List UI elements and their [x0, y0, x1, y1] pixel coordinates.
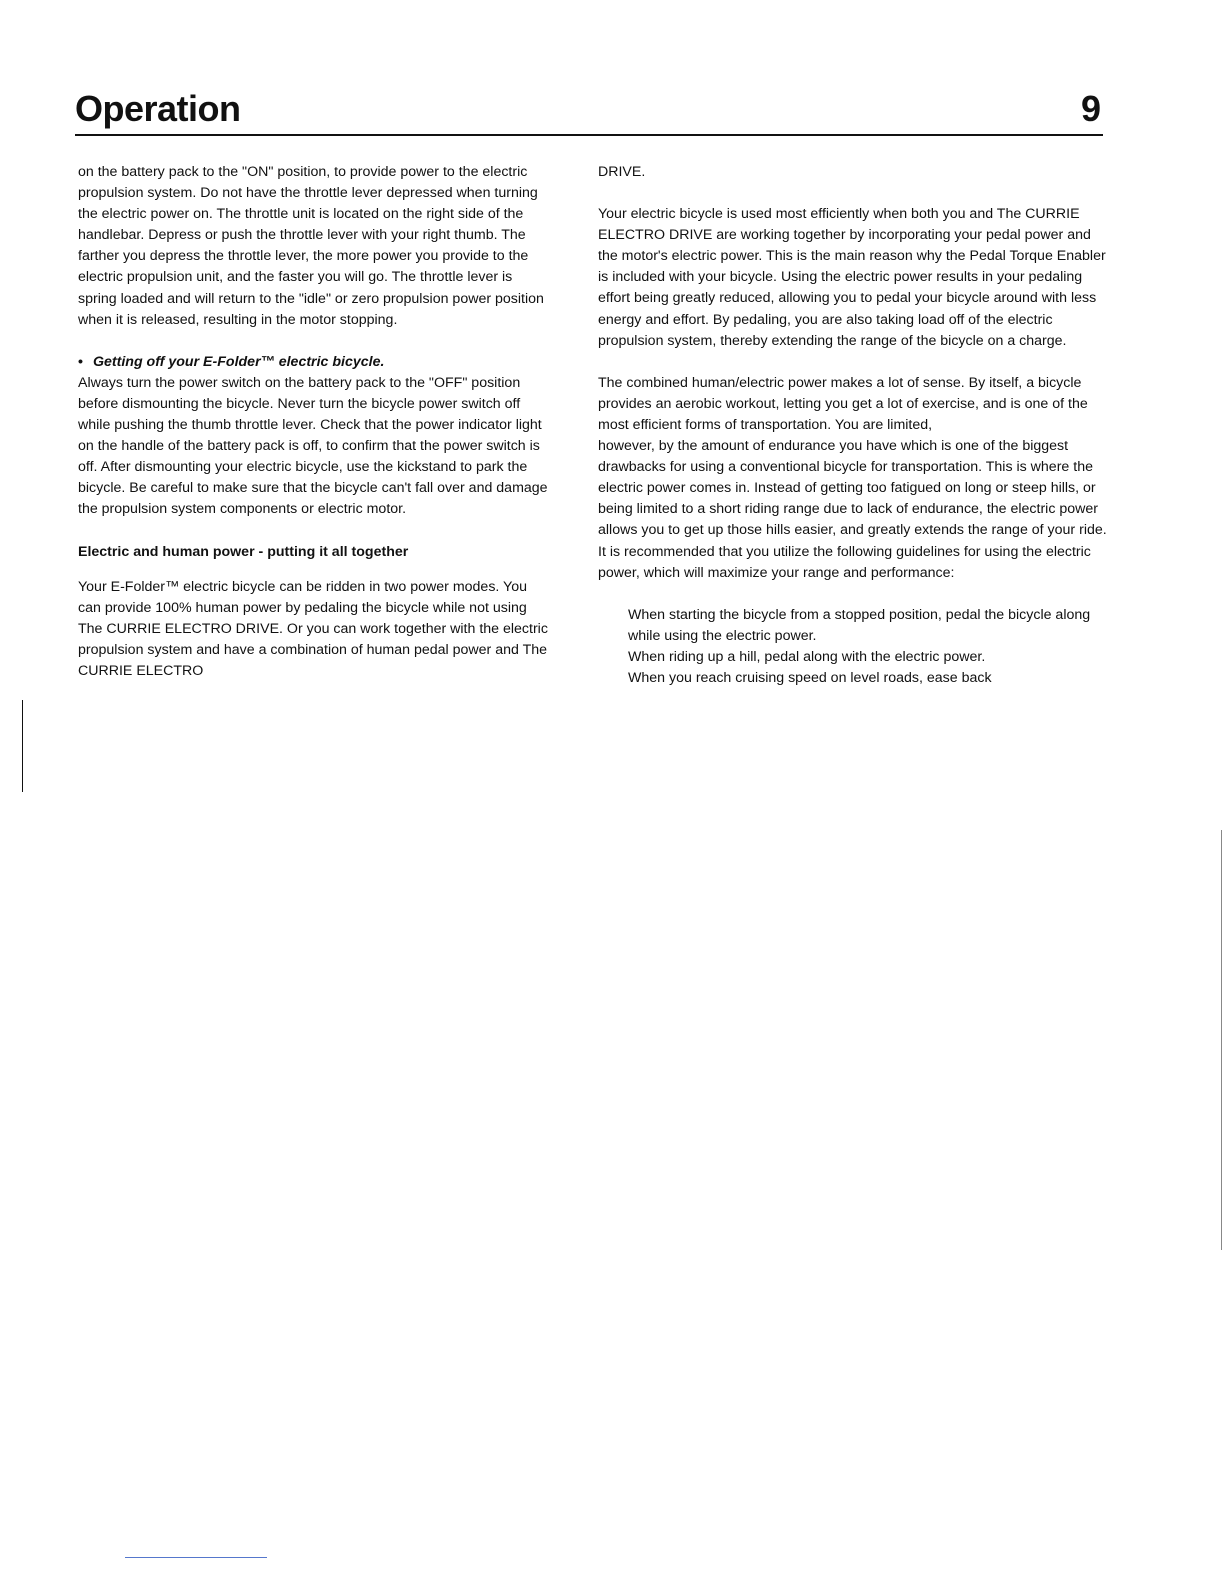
section-heading: Electric and human power - putting it all together	[78, 543, 409, 560]
scan-edge-line	[1221, 830, 1222, 1250]
left-paragraph-1: on the battery pack to the "ON" position, to provide power to the electric propulsion system. Do not have the throttle lever depressed when turning the electric power on. The throttle unit is located on the right side of the handlebar. Depress or push the throttle lever with your right thumb. The farther you depress the throttle lever, the more power you provide to the electric propulsion unit, and the faster you will go. The throttle lever is spring loaded and will return to the "idle" or zero propulsion power position when it is released, resulting in the motor stopping.	[78, 164, 544, 328]
right-paragraph-1: DRIVE.	[598, 164, 646, 180]
left-column	[78, 162, 548, 682]
right-paragraph-3b: however, by the amount of endurance you have which is one of the biggest drawbacks for using a conventional bicycle for transportation. This is where the electric power comes in. Instead of getting too fatigued on long or steep hills, or being limited to a short riding range due to lack of endurance, the electric power allows you to get up those hills easier, and greatly extends the range of your ride. It is recommended that you utilize the following guidelines for using the electric power, which will maximize your range and performance:	[598, 438, 1107, 581]
left-paragraph-2: Always turn the power switch on the battery pack to the "OFF" position before dismounting the bicycle. Never turn the bicycle power switch off while pushing the thumb throttle lever. Check that the power indicator light on the handle of the battery pack is off, to confirm that the power switch is off. After dismounting your electric bicycle, use the kickstand to park the bicycle. Be careful to make sure that the bicycle can't fall over and damage the propulsion system components or electric motor.	[78, 374, 548, 518]
right-paragraph-2: Your electric bicycle is used most efficiently when both you and The CURRIE ELECTRO DRIVE are working together by incorporating your pedal power and the motor's electric power. This is the main reason why the Pedal Torque Enabler is included with your bicycle. Using the electric power results in your pedaling effort being greatly reduced, allowing you to pedal your bicycle around with less energy and effort. By pedaling, you are also taking load off of the electric propulsion system, thereby extending the range of the bicycle on a charge.	[598, 206, 1106, 349]
bullet-icon: •	[78, 353, 83, 370]
guidelines-list	[598, 605, 1108, 689]
left-paragraph-3: Your E-Folder™ electric bicycle can be ridden in two power modes. You can provide 100% human power by pedaling the bicycle while not using The CURRIE ELECTRO DRIVE. Or you can work together with the electric propulsion system and have a combination of human pedal power and The CURRIE ELECTRO	[78, 578, 548, 679]
right-column	[598, 162, 1108, 689]
guideline-item: When starting the bicycle from a stopped position, pedal the bicycle along while using the electric power.	[628, 606, 1091, 644]
guideline-item: When you reach cruising speed on level roads, ease back	[628, 669, 992, 686]
subheading-getting-off	[78, 352, 548, 373]
scan-underline-mark	[125, 1557, 267, 1558]
page-header	[75, 88, 1103, 136]
scan-margin-line	[22, 700, 23, 792]
subheading-text: Getting off your E-Folder™ electric bicycle.	[92, 353, 385, 370]
right-paragraph-3a: The combined human/electric power makes a lot of sense. By itself, a bicycle provides an aerobic workout, letting you get a lot of exercise, and is one of the most efficient forms of transportation. You are limited,	[598, 374, 1088, 433]
page-number: 9	[1080, 88, 1101, 129]
guideline-item: When riding up a hill, pedal along with the electric power.	[628, 648, 986, 665]
page-title: Operation	[75, 88, 241, 129]
